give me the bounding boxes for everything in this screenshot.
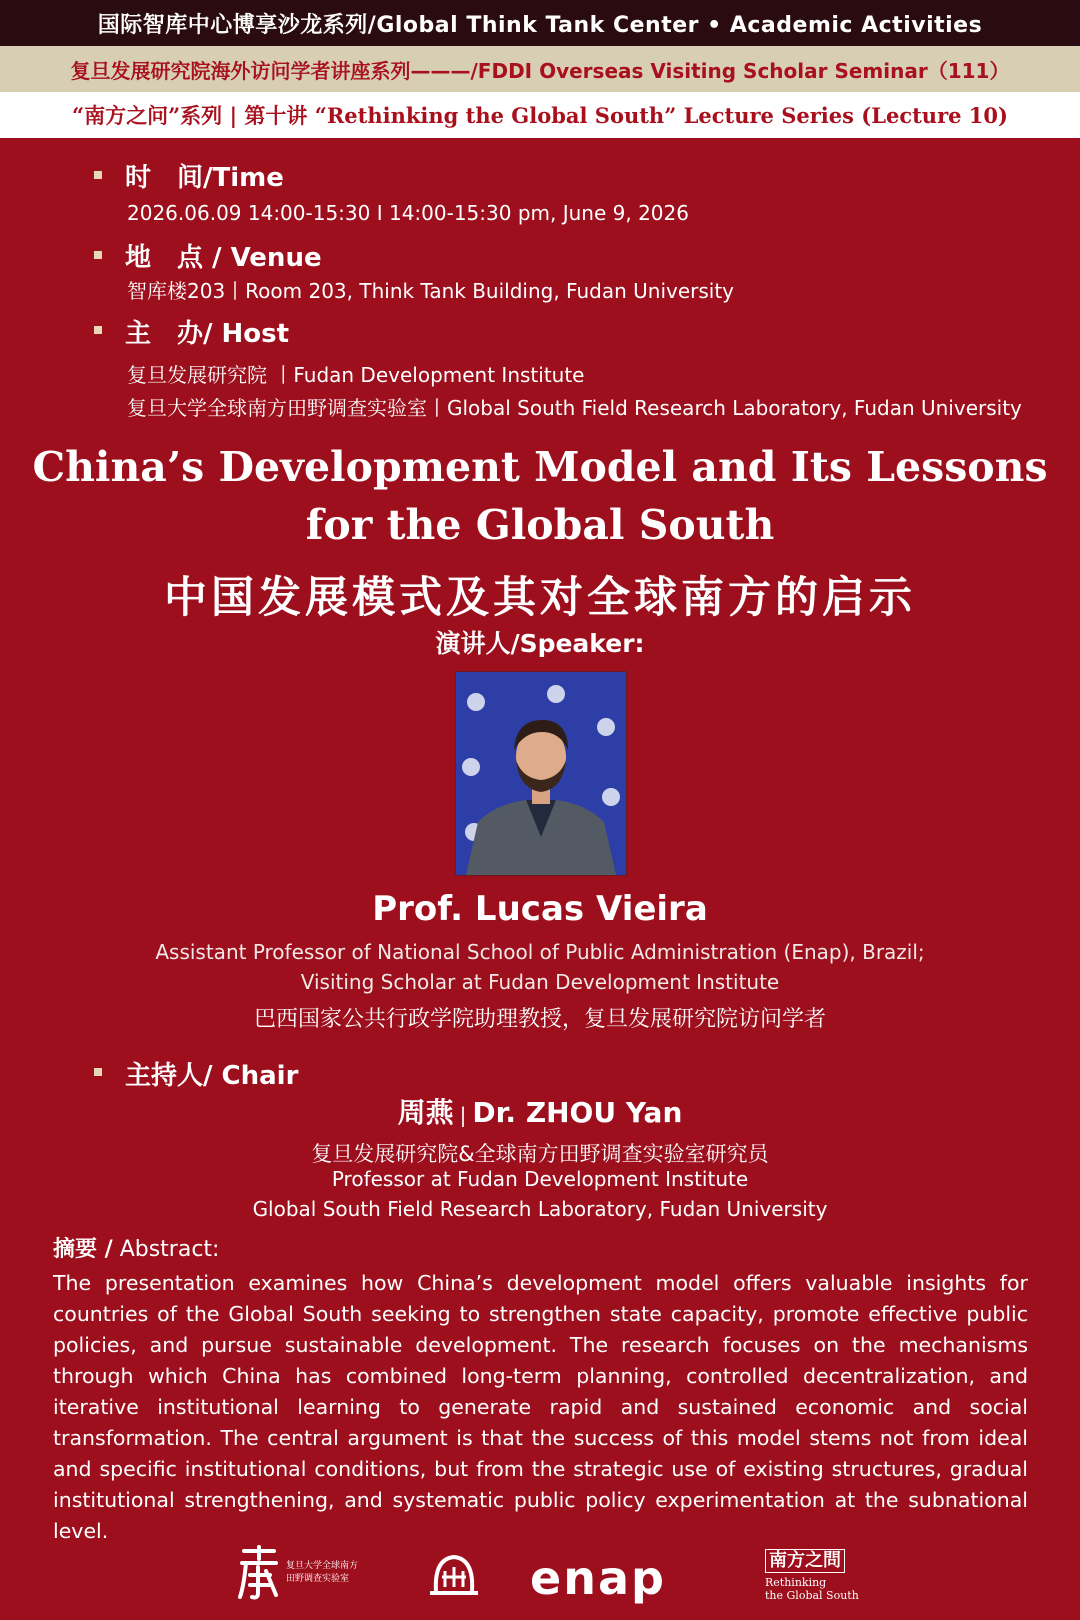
- chair-heading: 主持人/ Chair: [125, 1061, 299, 1091]
- fudan-development-institute-logo-icon: [428, 1551, 480, 1601]
- header-seminar-series-text: 复旦发展研究院海外访问学者讲座系列———/FDDI Overseas Visiting Scholar Seminar（111）: [70, 58, 1010, 83]
- rethinking-global-south-logo-english: [765, 1576, 859, 1602]
- enap-logo: enap: [530, 1551, 666, 1605]
- lab-logo-text-line-1: 复旦大学全球南方: [286, 1561, 359, 1571]
- speaker-label: 演讲人/Speaker:: [435, 629, 645, 658]
- header-band-seminar-series: [0, 46, 1080, 92]
- lab-logo-text-line-2: 田野调查实验室: [286, 1574, 350, 1584]
- footer-logos: [0, 1545, 1080, 1615]
- host-line-2: 复旦大学全球南方田野调查实验室丨Global South Field Research Laboratory, Fudan University: [127, 396, 1022, 420]
- chair-name-separator: |: [459, 1103, 467, 1127]
- rethinking-global-south-logo-chinese: 南方之問: [765, 1549, 845, 1573]
- time-bullet-icon: [94, 171, 102, 179]
- host-bullet-icon: [94, 326, 102, 334]
- speaker-affiliation-line-1: Assistant Professor of National School of Public Administration (Enap), Brazil;: [155, 940, 925, 964]
- host-heading: 主 办/ Host: [125, 319, 290, 349]
- abstract-heading-english: Abstract:: [112, 1237, 220, 1262]
- chair-affiliation-line-2: Professor at Fudan Development Institute: [331, 1167, 749, 1191]
- header-lecture-series-text: “南方之问”系列 | 第十讲 “Rethinking the Global South” Lecture Series (Lecture 10): [72, 103, 1008, 128]
- venue-value: 智库楼203丨Room 203, Think Tank Building, Fudan University: [127, 279, 735, 303]
- fudan-global-south-lab-logo-icon: [236, 1545, 282, 1601]
- abstract-heading-chinese: 摘要 /: [53, 1237, 113, 1262]
- venue-bullet-icon: [94, 251, 102, 259]
- time-heading: 时 间/Time: [125, 163, 284, 193]
- speaker-portrait-illustration: [456, 672, 626, 875]
- chair-affiliation-line-1: 复旦发展研究院&全球南方田野调查实验室研究员: [311, 1142, 769, 1166]
- chair-name: [0, 1091, 1080, 1131]
- rethinking-logo-line-2: the Global South: [765, 1589, 859, 1602]
- title-english-line-2: for the Global South: [305, 501, 775, 549]
- speaker-photo: [455, 671, 627, 876]
- header-academic-activities-text: 国际智库中心博享沙龙系列/Global Think Tank Center • Academic Activities: [97, 12, 983, 38]
- abstract-heading: [53, 1232, 219, 1263]
- chair-bullet-icon: [94, 1068, 102, 1076]
- venue-heading: 地 点 / Venue: [125, 243, 322, 273]
- chair-affiliation-line-3: Global South Field Research Laboratory, Fudan University: [252, 1197, 828, 1221]
- abstract-body: The presentation examines how China’s development model offers valuable insights for countries of the Global South seeking to strengthen state capacity, promote effective public policies, and pursue sustainable development. The research focuses on the mechanisms through which China has combined long-term planning, controlled decentralization, and iterative institutional learning to generate rapid and sustained economic and social transformation. The central argument is that the success of this model stems not from ideal and specific institutional conditions, but from the strategic use of existing structures, gradual institutional strengthening, and systematic public policy experimentation at the subnational level.: [53, 1271, 1028, 1543]
- chair-name-english: Dr. ZHOU Yan: [472, 1096, 683, 1129]
- chair-name-chinese: 周燕: [397, 1096, 454, 1129]
- host-line-1: 复旦发展研究院 丨Fudan Development Institute: [127, 363, 585, 387]
- rethinking-logo-line-1: Rethinking: [765, 1576, 827, 1589]
- time-value: 2026.06.09 14:00-15:30 I 14:00-15:30 pm, June 9, 2026: [127, 201, 689, 225]
- speaker-affiliation-chinese: 巴西国家公共行政学院助理教授，复旦发展研究院访问学者: [253, 1007, 826, 1032]
- speaker-name: Prof. Lucas Vieira: [372, 889, 708, 929]
- title-chinese: 中国发展模式及其对全球南方的启示: [164, 573, 916, 623]
- header-band-lecture-series: [0, 92, 1080, 138]
- speaker-affiliation-line-2: Visiting Scholar at Fudan Development Institute: [300, 970, 780, 994]
- title-english-line-1: China’s Development Model and Its Lessons: [32, 443, 1048, 491]
- header-band-academic-activities: [0, 0, 1080, 46]
